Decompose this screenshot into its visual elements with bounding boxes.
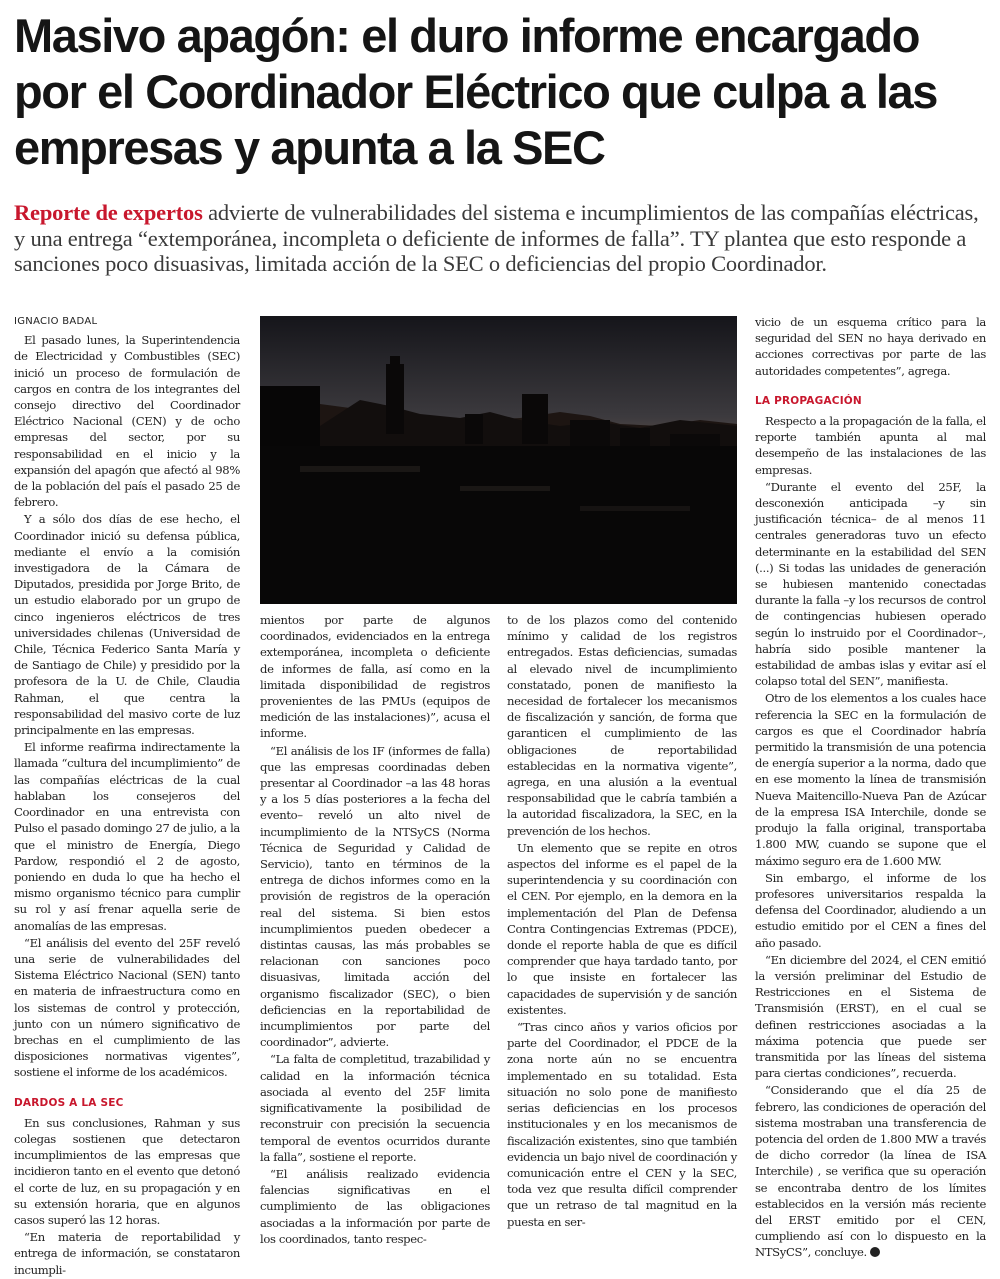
paragraph: “En diciembre del 2024, el CEN emitió la versión preliminar del Estudio de Restricciones en el Sistema de Transmisión (ERST), en el cual se definen restricciones asociadas a la máxima potencia que puede ser transmitida por las líneas del sistema para ciertas condiciones”, recuerda. — [755, 952, 986, 1081]
column-2 — [260, 612, 490, 1248]
subhead-dardos: DARDOS A LA SEC — [14, 1096, 124, 1109]
paragraph: Respecto a la propagación de la falla, el reporte también apunta al mal desempeño de las instalaciones de las empresas. — [755, 414, 986, 477]
paragraph-text: “Considerando que el día 25 de febrero, las condiciones de operación del sistema mostraban una transferencia de potencia del orden de 1.800 MW a través de dicho corredor (la línea de ISA Interchile) , se verifica que su operación se encontraba dentro de los límites establecidos en la versión más reciente del ERST emitido por el CEN, cumpliendo así con lo dispuesto en la NTSyCS”, concluye. — [755, 1083, 986, 1260]
paragraph: El informe reafirma indirectamente la llamada “cultura del incumplimiento” de las compañías eléctricas de la cual hablaban los consejeros del Coordinador en una entrevista con Pulso el pasado domingo 27 de julio, a la que el ministro de Energía, Diego Pardow, respondió el 2 de agosto, poniendo en duda lo que ha hecho el mismo organismo técnico para cumplir su rol y así frenar aquella serie de anomalías de las empresas. — [14, 740, 240, 933]
deck — [14, 200, 989, 277]
paragraph: Y a sólo dos días de ese hecho, el Coordinador inició su defensa pública, mediante el envío a la comisión investigadora de la Cámara de Diputados, presidida por Jorge Brito, de un estudio elaborado por un grupo de cinco ingenieros eléctricos de tres universidades chilenas (Universidad de Chile, Técnica Federico Santa María y de Santiago de Chile) y presidido por la profesora de la U. de Chile, Claudia Rahman, el que centra la responsabilidad del masivo corte de luz principalmente en las empresas. — [14, 512, 240, 738]
paragraph: Sin embargo, el informe de los profesores universitarios respalda la defensa del Coordinador, aludiendo a un estudio emitido por el CEN a fines del año pasado. — [755, 870, 986, 950]
paragraph: El pasado lunes, la Superintendencia de Electricidad y Combustibles (SEC) inició un proceso de formulación de cargos en contra de los integrantes del consejo directivo del Coordinador Eléctrico Nacional (CEN) y de ocho empresas del sector, por su responsabilidad en el inicio y la expansión del apagón que afectó al 98% de la población del país el pasado 25 de febrero. — [14, 333, 240, 510]
paragraph: “En materia de reportabilidad y entrega de información, se constataron incumpli- — [14, 1230, 240, 1277]
column-4 — [755, 314, 986, 1262]
paragraph: “La falta de completitud, trazabilidad y calidad en la información técnica asociada al evento del 25F limita significativamente la posibilidad de reconstruir con precisión la secuencia temporal de eventos ocurridos durante la falla”, sostiene el reporte. — [260, 1052, 490, 1164]
paragraph: “El análisis del evento del 25F reveló una serie de vulnerabilidades del Sistema Eléctrico Nacional (SEN) tanto en materia de infraestructura como en los sistemas de control y protección, junto con un número significativo de brechas en el cumplimiento de las disposiciones normativas vigentes”, sostiene el informe de los académicos. — [14, 935, 240, 1080]
subhead-propagacion: LA PROPAGACIÓN — [755, 394, 862, 407]
paragraph: to de los plazos como del contenido mínimo y calidad de los registros entregados. Estas deficiencias, sumadas al elevado nivel de incumplimiento constatado, ponen de manifiesto la necesidad de fortalecer los mecanismos de fiscalización y sanción, de forma que garanticen el cumplimiento de las obligaciones de reportabilidad establecidas en la normativa vigente”, agrega, en una alusión a la eventual responsabilidad que le cabría también a la autoridad fiscalizadora, la SEC, en la prevención de los hechos. — [507, 613, 737, 838]
paragraph: mientos por parte de algunos coordinados, evidenciados en la entrega extemporánea, incompleta o deficiente de informes de falla, así como en la limitada disponibilidad de registros provenientes de las PMUs (equipos de medición de las instalaciones)”, acusa el informe. — [260, 613, 490, 741]
paragraph: “El análisis de los IF (informes de falla) que las empresas coordinadas deben presentar al Coordinador –a las 48 horas y a los 5 días posteriores a la fecha del evento– reveló un alto nivel de incumplimiento de la NTSyCS (Norma Técnica de Seguridad y Calidad de Servicio), tanto en términos de la entrega de dichos informes como en la provisión de registros de la operación real del sistema. Si bien estos incumplimientos pueden obedecer a distintas causas, las más probables se relacionan con sanciones poco disuasivas, limitada acción del organismo fiscalizador (SEC), o bien deficiencias en la reportabilidad de incumplimientos por parte del coordinador”, advierte. — [260, 743, 490, 1050]
city-skyline-sunset-icon — [260, 316, 737, 604]
paragraph: Un elemento que se repite en otros aspectos del informe es el papel de la superintendencia y su coordinación con el CEN. Por ejemplo, en la demora en la implementación del Plan de Defensa Contra Contingencias Extremas (PDCE), donde el reporte habla de que es difícil comprender que haya tardado tanto, por lo que insiste en fortalecer las capacidades de supervisión y de sanción existentes. — [507, 840, 737, 1017]
column-3 — [507, 612, 737, 1231]
column-1 — [14, 314, 240, 1279]
headline: Masivo apagón: el duro informe encargado por el Coordinador Eléctrico que culpa a las empresas y apunta a la SEC — [14, 9, 938, 174]
paragraph: “Tras cinco años y varios oficios por parte del Coordinador, el PDCE de la zona norte aún no se encuentra implementado en su totalidad. Esta situación no solo pone de manifiesto serias deficiencias en los procesos institucionales y en los mecanismos de fiscalización existentes, sino que también evidencia un bajo nivel de coordinación y comunicación entre el CEN y la SEC, toda vez que resulta difícil comprender que un retraso de tal magnitud en la puesta en ser- — [507, 1020, 737, 1229]
paragraph: vicio de un esquema crítico para la seguridad del SEN no haya derivado en acciones correctivas por parte de las autoridades competentes”, agrega. — [755, 315, 986, 378]
deck-text: advierte de vulnerabilidades del sistema e incumplimientos de las compañías eléctricas, y una entrega “extemporánea, incompleta o deficiente de informes de falla”. TY plantea que esto responde a sanciones poco disuasivas, limitada acción de la SEC o deficiencias del propio Coordinador. — [14, 200, 979, 276]
paragraph: “Durante el evento del 25F, la desconexión anticipada –y sin justificación técnica– de al menos 11 centrales generadoras tuvo un efecto determinante en la estabilidad del SEN (...) Si todas las unidades de generación se hubiesen mantenido conectadas durante la falla –y los recursos de control de contingencias hubiesen operado según lo instruido por el Coordinador–, habría sido posible mantener la estabilidad de ambas islas y evitar así el colapso total del SEN”, manifiesta. — [755, 479, 986, 689]
paragraph: “El análisis realizado evidencia falencias significativas en el cumplimiento de las obligaciones asociadas a la información por parte de los coordinados, tanto respec- — [260, 1166, 490, 1246]
city-skyline-photo — [260, 316, 737, 604]
paragraph-last — [755, 1082, 986, 1260]
byline: IGNACIO BADAL — [14, 316, 98, 327]
paragraph: Otro de los elementos a los cuales hace referencia la SEC en la formulación de cargos es que el Coordinador habría permitido la transmisión de una potencia de energía superior a la norma, dado que en ese momento la línea de transmisión Nueva Maitencillo-Nueva Pan de Azúcar de la empresa ISA Interchile, donde se produjo la falla original, transportaba 1.800 MW, cuando se supone que el máximo seguro era de 1.600 MW. — [755, 691, 986, 868]
deck-lead: Reporte de expertos — [14, 200, 203, 225]
end-mark-icon — [870, 1247, 880, 1257]
paragraph: En sus conclusiones, Rahman y sus colegas sostienen que detectaron incumplimientos de las empresas que incidieron tanto en el evento que detonó el corte de luz, en su propagación y en su extensión horaria, que en algunos casos superó las 12 horas. — [14, 1115, 240, 1227]
